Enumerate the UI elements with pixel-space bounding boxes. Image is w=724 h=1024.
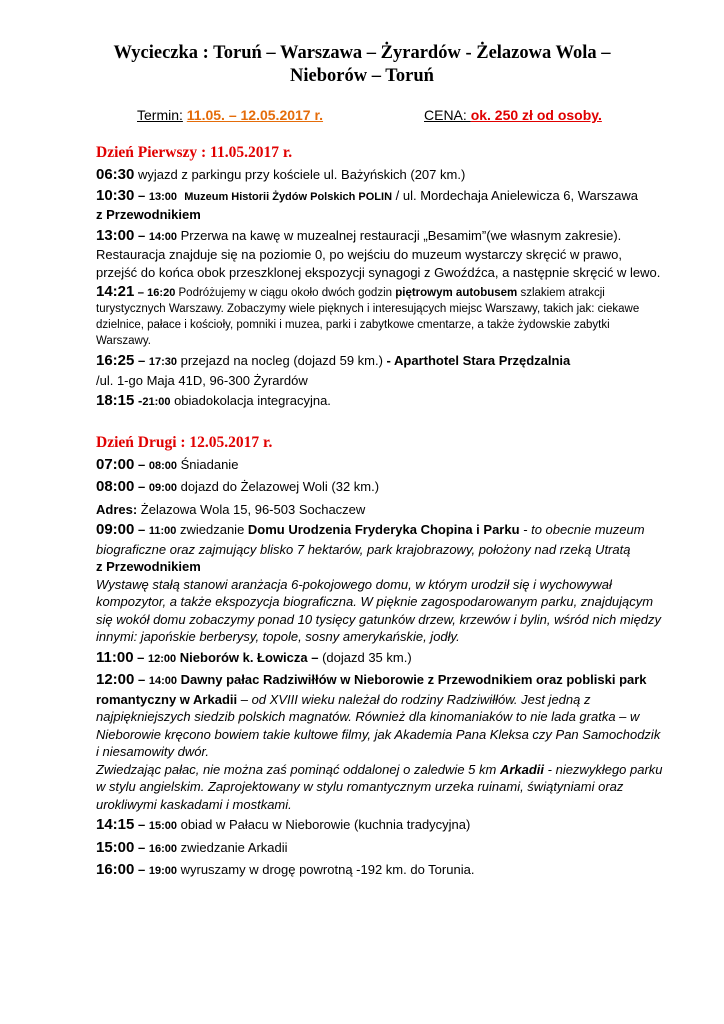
entry-time: 15:00: [96, 838, 135, 856]
entry-description: Wystawę stałą stanowi aranżacja 6-pokojowego domu, w którym urodził się i wychowywał kompozytor, a także ekspozycja biograficzna. W pięknie zagospodarowanym parku, znajdującym się wokół domu zobaczymy ponad 10 tysięcy gatunków drzew, krzewów i bylin, wśród nich między innymi: japońskie berberysy, topole, sosny amerykańskie, jodły.: [96, 576, 662, 644]
day2-entry-4: [96, 649, 666, 669]
entry-end-time: 15:00: [148, 820, 177, 832]
entry-text: Śniadanie: [176, 456, 239, 472]
entry-italic-2b: - niezwykłego parku w stylu angielskim. Zaprojektowany w stylu romantycznym urzeka ruinami, świątyniami oraz urokliwymi kaskadami i mostkami.: [96, 761, 663, 812]
entry-text: zwiedzanie Arkadii: [176, 839, 288, 855]
day1-entry-6: [96, 392, 666, 412]
entry-venue: Domu Urodzenia Fryderyka Chopina i Parku: [247, 522, 520, 537]
entry-italic: - to obecnie muzeum biograficzne oraz zajmujący blisko 7 hektarów, park krajobrazowy, położony nad rzeką Utratą: [96, 522, 645, 557]
address-text: Żelazowa Wola 15, 96-503 Sochaczew: [137, 501, 366, 517]
entry-text: Podróżujemy w ciągu około dwóch godzin: [175, 287, 396, 299]
itinerary: [96, 143, 666, 884]
entry-end-time: 12:00: [148, 652, 177, 665]
day2-entry-3: [96, 521, 666, 646]
day1-entry-3: [96, 227, 666, 282]
document-title: [60, 42, 664, 88]
entry-dash: –: [134, 522, 149, 537]
entry-end-time: 19:00: [148, 865, 177, 877]
entry-text: wyjazd z parkingu przy kościele ul. Bażyńskich (207 km.): [134, 167, 466, 182]
entry-time: 14:15: [96, 816, 135, 833]
entry-end-time: 11:00: [148, 525, 177, 537]
day-2-heading: Dzień Drugi : 12.05.2017 r.: [96, 433, 273, 451]
entry-dash: -: [134, 393, 143, 408]
entry-end-time: 17:30: [148, 356, 177, 368]
entry-time: 06:30: [96, 166, 135, 183]
entry-time: 14:21: [96, 283, 135, 300]
entry-end-time: 21:00: [142, 396, 171, 408]
entry-end-time: 09:00: [148, 482, 177, 494]
entry-bus: piętrowym autobusem: [395, 287, 518, 299]
entry-dash: –: [134, 672, 149, 687]
entry-dash: –: [133, 649, 149, 665]
entry-end-time: 16:00: [148, 842, 177, 855]
entry-arkadii: Arkadii: [499, 761, 545, 777]
entry-time: 08:00: [96, 478, 135, 495]
entry-end-time: 08:00: [148, 459, 177, 472]
entry-time: 10:30: [96, 186, 135, 204]
entry-time: 18:15: [96, 392, 135, 409]
day1-entry-5: [96, 352, 666, 389]
entry-text: zwiedzanie: [176, 522, 248, 537]
day2-address: [96, 501, 666, 519]
entry-guide: z Przewodnikiem: [96, 207, 201, 222]
entry-dash: –: [134, 839, 149, 855]
entry-dash: –: [134, 227, 149, 243]
entry-dash: –: [134, 187, 149, 203]
entry-end-time: 14:00: [148, 675, 177, 687]
day2-entry-5: [96, 671, 666, 813]
cena-value: ok. 250 zł od osoby: [470, 107, 599, 123]
entry-end-time: 16:20: [147, 287, 176, 299]
termin-row: [137, 107, 323, 123]
entry-venue: Muzeum Historii Żydów Polskich POLIN: [184, 190, 393, 203]
entry-time: 16:00: [96, 861, 135, 878]
day1-entry-4: [96, 284, 666, 349]
entry-text: / ul. Mordechaja Anielewicza 6, Warszawa: [392, 187, 638, 203]
cena-row: [424, 107, 602, 123]
entry-text: obiad w Pałacu w Nieborowie (kuchnia tradycyjna): [176, 817, 471, 832]
entry-venue: Nieborów k. Łowicza –: [176, 649, 319, 665]
entry-guide: z Przewodnikiem: [96, 559, 201, 574]
entry-venue: Dawny pałac Radziwiłłów w Nieborowie z Przewodnikiem oraz pobliski park romantyczny w Arkadii: [96, 672, 647, 707]
title-line-1: Wycieczka : Toruń – Warszawa – Żyrardów - Żelazowa Wola –: [113, 43, 611, 63]
entry-text: wyruszamy w drogę powrotną -192 km. do Torunia.: [176, 862, 475, 877]
entry-time: 07:00: [96, 455, 135, 473]
termin-value: 11.05. – 12.05.2017 r.: [186, 107, 324, 123]
entry-italic-2a: Zwiedzając pałac, nie można zaś pominąć oddalonej o zaledwie 5 km: [96, 761, 500, 777]
entry-text: (dojazd 35 km.): [318, 649, 412, 665]
cena-dot: .: [598, 107, 602, 123]
entry-text: Przerwa na kawę w muzealnej restauracji „Besamim”(we własnym zakresie). Restauracja znajduje się na poziomie 0, po wejściu do muzeum wystarczy skręcić w prawo, przejść do końca obok przeszklonej ekspozycji synagogi z Gwoźdźca, a następnie skręcić w lewo.: [96, 227, 661, 280]
day2-entry-8: [96, 861, 666, 881]
title-line-2: Nieborów – Toruń: [290, 66, 434, 86]
day2-entry-6: [96, 816, 666, 836]
entry-time: 11:00: [96, 648, 134, 666]
entry-hotel: - Aparthotel Stara Przędzalnia: [386, 353, 571, 368]
entry-text: przejazd na nocleg (dojazd 59 km.): [176, 353, 387, 368]
entry-end-time: 13:00: [148, 190, 177, 203]
day-1-heading: Dzień Pierwszy : 11.05.2017 r.: [96, 144, 293, 161]
entry-dash: –: [134, 353, 149, 368]
day2-entry-1: [96, 456, 666, 476]
entry-text: obiadokolacja integracyjna.: [170, 393, 331, 408]
entry-time: 09:00: [96, 521, 135, 538]
cena-label: CENA:: [424, 107, 471, 123]
entry-dash: –: [134, 479, 149, 494]
entry-time: 16:25: [96, 352, 135, 369]
entry-dash: –: [134, 862, 149, 877]
entry-text-2: szlakiem atrakcji turystycznych Warszawy. Zobaczymy wiele pięknych i interesujących miejsc Warszawy, takich jak: ciekawe dzielnice, pałace i kościoły, pomniki i muzea, parki i zabytkowe cmentarze, a także żydowskie zabytki Warszawy.: [96, 287, 640, 347]
day2-entry-2: [96, 478, 666, 498]
entry-text: dojazd do Żelazowej Woli (32 km.): [176, 479, 380, 494]
entry-dash: –: [134, 817, 149, 832]
day1-entry-2: [96, 187, 666, 224]
entry-end-time: 14:00: [148, 230, 177, 243]
entry-dash: –: [134, 287, 148, 299]
address-label: Adres:: [96, 501, 138, 517]
entry-dash: –: [134, 456, 149, 472]
day2-entry-7: [96, 839, 666, 859]
day1-entry-1: [96, 166, 666, 184]
entry-italic: – od XVIII wieku należał do rodziny Radziwiłłów. Jest jedną z najpiękniejszych siedzib polskich magnatów. Również dla kinomaniaków to nie lada gratka – w Nieborowie kręcono bowiem takie kultowe filmy, jak Akademia Pana Kleksa czy Pan Samochodzik i niesamowity dwór.: [96, 691, 661, 759]
entry-address: /ul. 1-go Maja 41D, 96-300 Żyrardów: [96, 372, 308, 388]
termin-label: Termin:: [137, 107, 183, 123]
entry-time: 13:00: [96, 226, 135, 244]
day-spacer: [96, 415, 666, 433]
entry-time: 12:00: [96, 671, 135, 688]
